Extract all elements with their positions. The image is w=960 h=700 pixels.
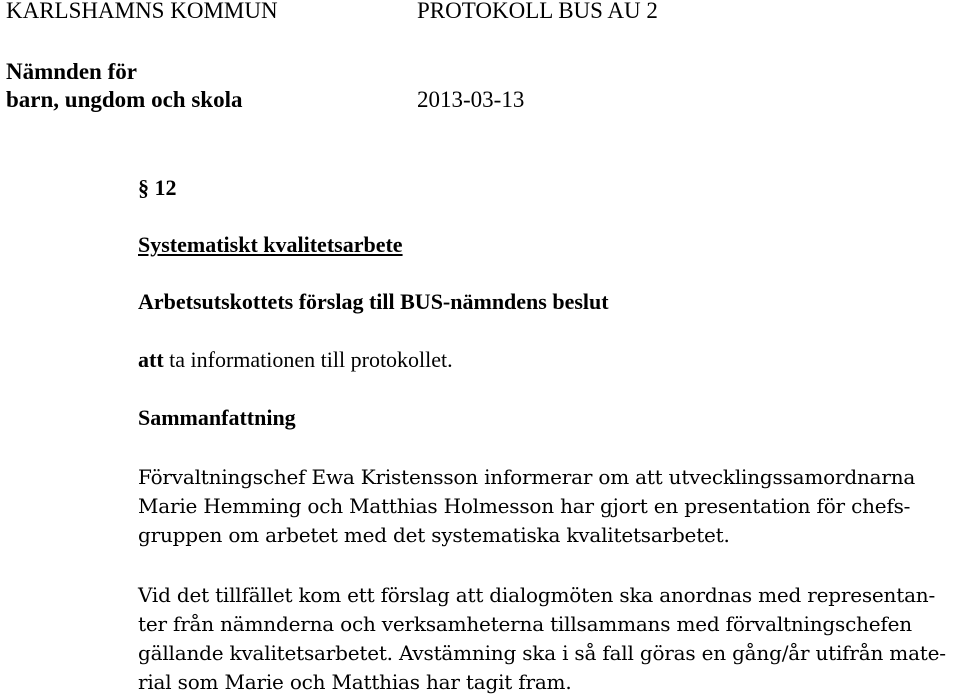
paragraph-number: § 12 bbox=[138, 175, 177, 200]
decision-keyword: att bbox=[138, 347, 164, 372]
committee-name-line1: Nämnden för bbox=[6, 59, 137, 84]
summary-line: Vid det tillfället kom ett förslag att dialogmöten ska anordnas med representan- bbox=[138, 583, 936, 607]
summary-line: rial som Marie och Matthias har tagit fram. bbox=[138, 670, 572, 694]
summary-line: ter från nämnderna och verksamheterna tillsammans med förvaltningschefen bbox=[138, 612, 912, 636]
summary-line: Förvaltningschef Ewa Kristensson informerar om att utvecklingssamordnarna bbox=[138, 465, 916, 489]
meeting-date: 2013-03-13 bbox=[417, 87, 525, 112]
organization-name: KARLSHAMNS KOMMUN bbox=[6, 0, 278, 23]
decision-text bbox=[138, 347, 453, 373]
document-type: PROTOKOLL BUS AU 2 bbox=[417, 0, 658, 23]
committee-name-line2: barn, ungdom och skola bbox=[6, 87, 243, 112]
decision-rest: ta informationen till protokollet. bbox=[163, 347, 453, 372]
proposal-heading: Arbetsutskottets förslag till BUS-nämndens beslut bbox=[138, 289, 609, 314]
summary-heading: Sammanfattning bbox=[138, 405, 296, 430]
summary-line: gällande kvalitetsarbetet. Avstämning ska i så fall göras en gång/år utifrån mate- bbox=[138, 641, 946, 665]
summary-line: Marie Hemming och Matthias Holmesson har gjort en presentation för chefs- bbox=[138, 494, 911, 518]
section-title: Systematiskt kvalitetsarbete bbox=[138, 232, 403, 257]
summary-line: gruppen om arbetet med det systematiska kvalitetsarbetet. bbox=[138, 523, 730, 547]
